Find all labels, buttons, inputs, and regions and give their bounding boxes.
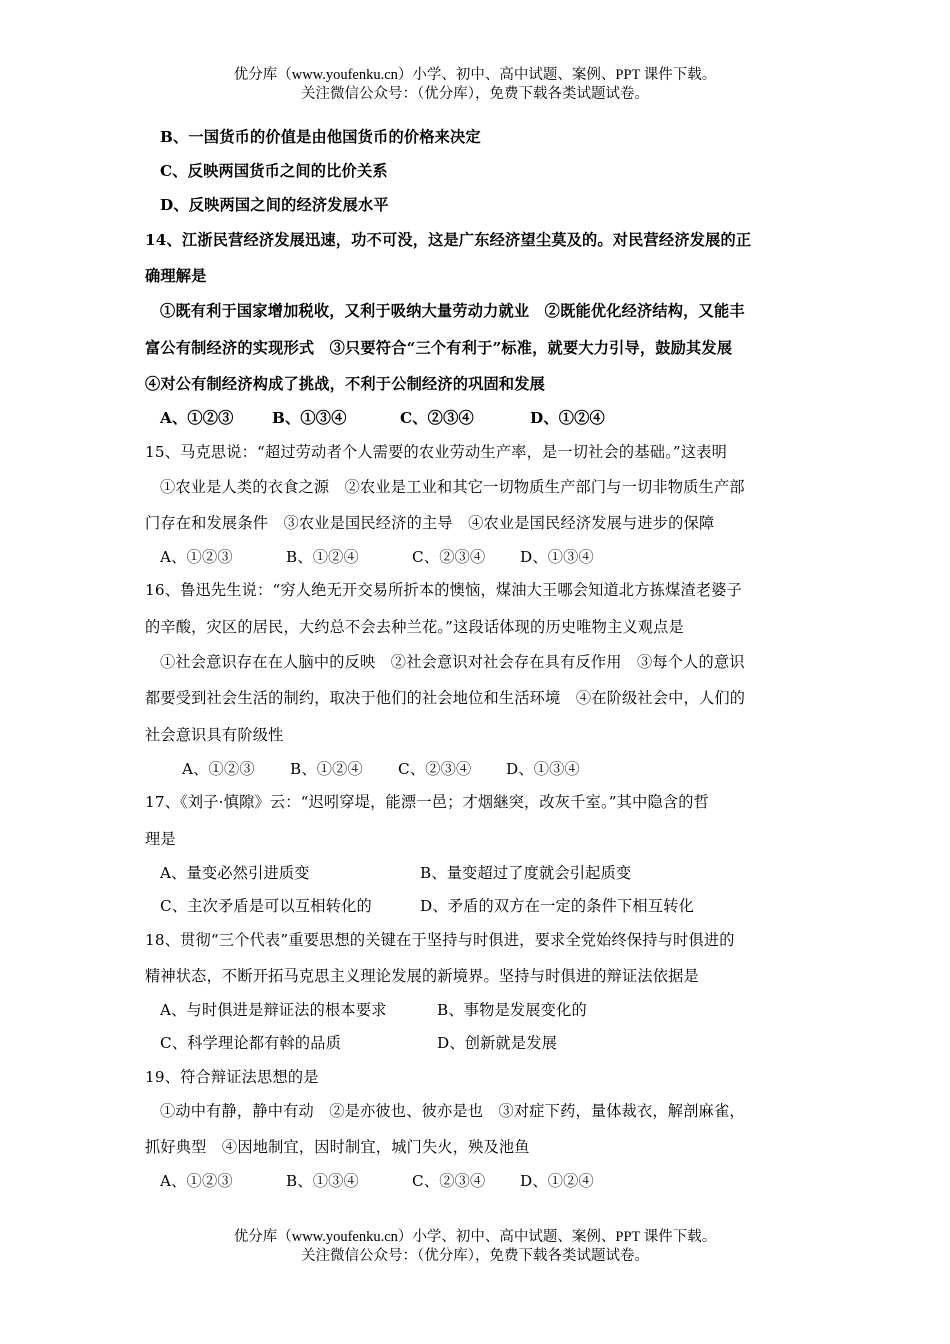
q17-stem-line-2: 理是 xyxy=(145,830,176,848)
q14-option-d: D、①②④ xyxy=(530,409,605,427)
q19-items-line-2: 抓好典型 ④因地制宜，因时制宜，城门失火，殃及池鱼 xyxy=(145,1138,530,1156)
q14-stem-line-2: 确理解是 xyxy=(145,267,207,285)
q19-stem-line-1: 19、符合辩证法思想的是 xyxy=(145,1068,319,1086)
q16-items-line-2: 都要受到社会生活的制约，取决于他们的社会地位和生活环境 ④在阶级社会中，人们的 xyxy=(145,689,746,707)
header-line-2: 关注微信公众号：（优分库），免费下载各类试题试卷。 xyxy=(301,86,649,102)
q19-option-c: C、②③④ xyxy=(412,1172,486,1190)
q16-stem-line-2: 的辛酸，灾区的居民，大约总不会去种兰花。”这段话体现的历史唯物主义观点是 xyxy=(145,618,684,636)
q16-option-d: D、①③④ xyxy=(506,760,580,778)
q17-stem-line-1: 17、《刘子·慎隙》云：“迟吲穿堤，能漂一邑；才烟継突，改灰千室。”其中隐含的哲 xyxy=(145,793,710,811)
q14-option-a: A、①②③ xyxy=(160,409,234,427)
q18-option-b: B、事物是发展变化的 xyxy=(437,1001,587,1019)
q13-option-d: D、反映两国之间的经济发展水平 xyxy=(160,196,389,214)
page-footer xyxy=(0,1228,950,1266)
q19-option-b: B、①③④ xyxy=(286,1172,359,1190)
q17-option-c: C、主次矛盾是可以互相转化的 xyxy=(160,897,372,915)
q18-option-a: A、与时俱进是辩证法的根本要求 xyxy=(160,1001,387,1019)
q13-option-b: B、一国货币的价值是由他国货币的价格来决定 xyxy=(160,128,481,146)
q14-items-line-3: ④对公有制经济构成了挑战，不利于公制经济的巩固和发展 xyxy=(145,375,546,393)
q19-option-a: A、①②③ xyxy=(160,1172,233,1190)
q14-items-line-1: ①既有利于国家增加税收，又利于吸纳大量劳动力就业 ②既能优化经济结构，又能丰 xyxy=(160,302,745,320)
q16-option-a: A、①②③ xyxy=(182,760,255,778)
q15-items-line-2: 门存在和发展条件 ③农业是国民经济的主导 ④农业是国民经济发展与进步的保障 xyxy=(145,514,715,532)
q15-option-c: C、②③④ xyxy=(412,548,486,566)
page-header xyxy=(0,66,950,104)
q15-stem-line-1: 15、马克思说：“超过劳动者个人需要的农业劳动生产率，是一切社会的基础。”这表明 xyxy=(145,443,728,461)
q19-option-d: D、①②④ xyxy=(520,1172,594,1190)
footer-line-2: 关注微信公众号：（优分库），免费下载各类试题试卷。 xyxy=(301,1248,649,1264)
q16-items-line-1: ①社会意识存在在人脑中的反映 ②社会意识对社会存在具有反作用 ③每个人的意识 xyxy=(160,653,745,671)
footer-line-1: 优分库（www.youfenku.cn）小学、初中、高中试题、案例、PPT 课件下载。 xyxy=(233,1229,717,1245)
q14-option-c: C、②③④ xyxy=(400,409,474,427)
q14-options xyxy=(160,408,605,428)
q16-options xyxy=(182,759,580,779)
q18-stem-line-2: 精神状态，不断开拓马克思主义理论发展的新境界。坚持与时俱进的辩证法依据是 xyxy=(145,967,699,985)
q16-option-b: B、①②④ xyxy=(290,760,363,778)
q17-option-a: A、量变必然引进质变 xyxy=(160,864,310,882)
q16-items-line-3: 社会意识具有阶级性 xyxy=(145,726,284,744)
q19-options xyxy=(160,1171,594,1191)
q19-items-line-1: ①动中有静，静中有动 ②是亦彼也、彼亦是也 ③对症下药，量体裁衣，解剖麻雀， xyxy=(160,1102,745,1120)
q16-stem-line-1: 16、鲁迅先生说：“穷人绝无开交易所折本的懊恼，煤油大王哪会知道北方拣煤渣老婆子 xyxy=(145,581,743,599)
q15-option-b: B、①②④ xyxy=(286,548,359,566)
q15-items-line-1: ①农业是人类的衣食之源 ②农业是工业和其它一切物质生产部门与一切非物质生产部 xyxy=(160,478,745,496)
q15-option-a: A、①②③ xyxy=(160,548,233,566)
q18-option-d: D、创新就是发展 xyxy=(437,1034,558,1052)
q14-option-b: B、①③④ xyxy=(272,409,347,427)
header-line-1: 优分库（www.youfenku.cn）小学、初中、高中试题、案例、PPT 课件下载。 xyxy=(233,67,717,83)
q13-option-c: C、反映两国货币之间的比价关系 xyxy=(160,162,388,180)
q15-option-d: D、①③④ xyxy=(520,548,594,566)
q15-options xyxy=(160,547,594,567)
q17-option-b: B、量变超过了度就会引起质变 xyxy=(420,864,632,882)
q17-option-d: D、矛盾的双方在一定的条件下相互转化 xyxy=(420,897,694,915)
q14-stem-line-1: 14、江浙民营经济发展迅速，功不可没，这是广东经济望尘莫及的。对民营经济发展的正 xyxy=(145,231,752,249)
q14-items-line-2: 富公有制经济的实现形式 ③只要符合“三个有利于”标准，就要大力引导，鼓励其发展 xyxy=(145,339,733,357)
q18-stem-line-1: 18、贯彻“三个代表”重要思想的关键在于坚持与时俱进，要求全党始终保持与时俱进的 xyxy=(145,931,735,949)
q18-option-c: C、科学理论都有斡的品质 xyxy=(160,1034,342,1052)
q16-option-c: C、②③④ xyxy=(398,760,472,778)
